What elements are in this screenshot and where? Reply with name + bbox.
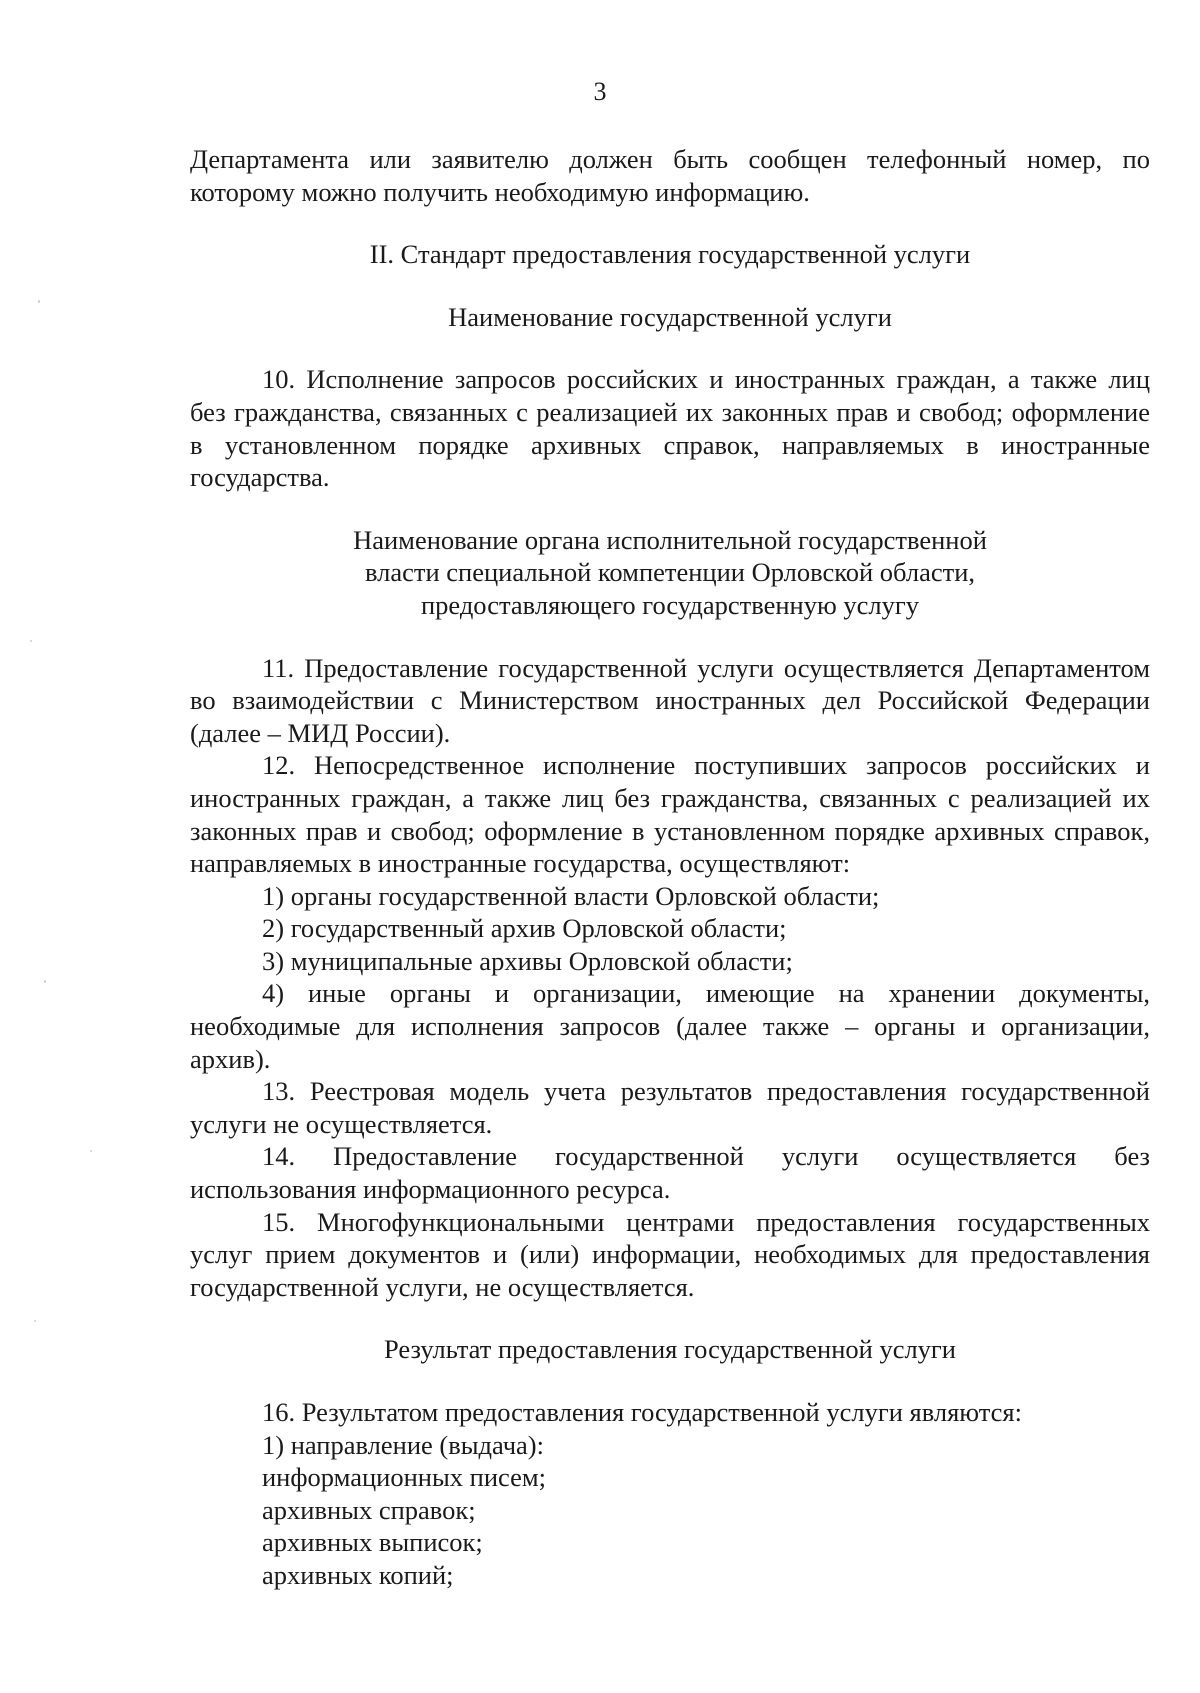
list-item: 1) органы государственной власти Орловской области; xyxy=(262,880,880,911)
scan-speck xyxy=(90,1150,92,1152)
paragraph-15: 15. Многофункциональными центрами предоставления государственных услуг прием документов и (или) информации, необходимых для предоставления государственной услуги, не осуществляется. xyxy=(190,1206,1150,1302)
heading-service-name: Наименование государственной услуги xyxy=(448,301,892,332)
list-item: архивных выписок; xyxy=(262,1527,483,1558)
list-item: 1) направление (выдача): xyxy=(262,1429,544,1460)
list-item: архивных копий; xyxy=(262,1559,454,1590)
list-item: информационных писем; xyxy=(262,1462,546,1493)
list-item: 3) муниципальные архивы Орловской области; xyxy=(262,945,793,976)
scan-speck xyxy=(30,640,32,642)
section-title: II. Стандарт предоставления государственной услуги xyxy=(369,239,971,270)
scan-speck xyxy=(34,1320,36,1322)
heading-authority-line: предоставляющего государственную услугу xyxy=(420,589,919,620)
scan-speck xyxy=(38,300,40,303)
scan-speck xyxy=(44,980,46,983)
paragraph-10: 10. Исполнение запросов российских и иностранных граждан, а также лиц без гражданства, связанных с реализацией их законных прав и свобод; оформление в установленном порядке архивных справок, направляемых в иностранные государства. xyxy=(190,364,1150,493)
heading-authority-line: Наименование органа исполнительной государственной xyxy=(353,524,987,555)
heading-result: Результат предоставления государственной услуги xyxy=(384,1334,956,1365)
paragraph-13: 13. Реестровая модель учета результатов предоставления государственной услуги не осуществляется. xyxy=(190,1076,1150,1139)
heading-authority xyxy=(190,524,1150,622)
paragraph-16: 16. Результатом предоставления государственной услуги являются: xyxy=(262,1397,1022,1427)
list-item: 4) иные органы и организации, имеющие на хранении документы, необходимые для исполнения запросов (далее также – органы и организации, архив). xyxy=(190,978,1150,1074)
paragraph-14: 14. Предоставление государственной услуги осуществляется без использования информационного ресурса. xyxy=(190,1141,1150,1205)
document-body xyxy=(190,143,1150,1592)
paragraph-12: 12. Непосредственное исполнение поступивших запросов российских и иностранных граждан, а также лиц без гражданства, связанных с реализацией их законных прав и свобод; оформление в установленном порядке архивных справок, направляемых в иностранные государства, осуществляют: xyxy=(190,750,1150,879)
page-number: 3 xyxy=(593,77,607,106)
list-item: архивных справок; xyxy=(262,1494,476,1525)
intro-paragraph: Департамента или заявителю должен быть сообщен телефонный номер, по которому можно получить необходимую информацию. xyxy=(190,144,1150,207)
heading-authority-line: власти специальной компетенции Орловской области, xyxy=(364,557,976,588)
paragraph-11: 11. Предоставление государственной услуги осуществляется Департаментом во взаимодействии с Министерством иностранных дел Российской Федерации (далее – МИД России). xyxy=(190,652,1150,748)
list-item: 2) государственный архив Орловской области; xyxy=(262,913,787,944)
